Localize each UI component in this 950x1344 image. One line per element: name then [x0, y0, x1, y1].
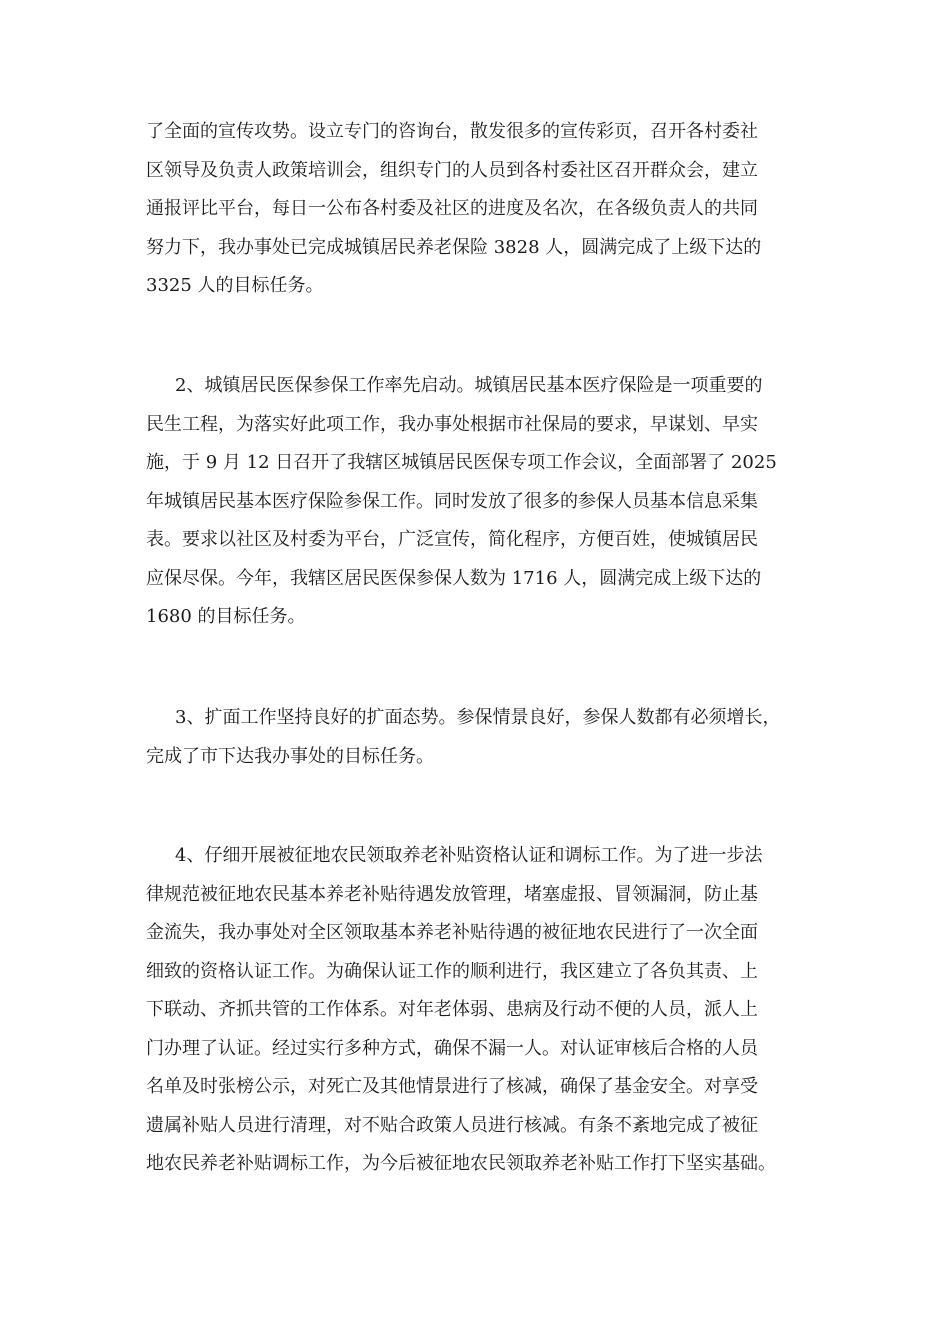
- text-line: 4、仔细开展被征地农民领取养老补贴资格认证和调标工作。为了进一步法: [175, 845, 763, 866]
- paragraph-coverage-expansion: [146, 699, 826, 776]
- text-line: 金流失，我办事处对全区领取基本养老补贴待遇的被征地农民进行了一次全面: [146, 922, 758, 943]
- text-line: 了全面的宣传攻势。设立专门的咨询台，散发很多的宣传彩页，召开各村委社: [146, 121, 758, 142]
- text-line: 细致的资格认证工作。为确保认证工作的顺利进行，我区建立了各负其责、上: [146, 960, 758, 982]
- text-line: 民生工程，为落实好此项工作，我办事处根据市社保局的要求，早谋划、早实: [146, 413, 758, 435]
- text-line: 律规范被征地农民基本养老补贴待遇发放管理，堵塞虚报、冒领漏洞，防止基: [146, 883, 758, 905]
- text-line: 地农民养老补贴调标工作，为今后被征地农民领取养老补贴工作打下坚实基础。: [146, 1153, 776, 1174]
- paragraph-pension-publicity: [146, 113, 826, 306]
- paragraph-medical-insurance: [146, 367, 826, 637]
- text-line: 遗属补贴人员进行清理，对不贴合政策人员进行核减。有条不紊地完成了被征: [146, 1114, 758, 1136]
- text-line: 名单及时张榜公示，对死亡及其他情景进行了核减，确保了基金安全。对享受: [146, 1076, 758, 1097]
- text-line: 门办理了认证。经过实行多种方式，确保不漏一人。对认证审核后合格的人员: [146, 1037, 758, 1059]
- text-line: 下联动、齐抓共管的工作体系。对年老体弱、患病及行动不便的人员，派人上: [146, 999, 758, 1020]
- text-line: 年城镇居民基本医疗保险参保工作。同时发放了很多的参保人员基本信息采集: [146, 490, 758, 512]
- text-line: 努力下，我办事处已完成城镇居民养老保险 3828 人，圆满完成了上级下达的: [146, 236, 762, 258]
- text-line: 区领导及负责人政策培训会，组织专门的人员到各村委社区召开群众会，建立: [146, 159, 758, 181]
- text-line: 应保尽保。今年，我辖区居民医保参保人数为 1716 人，圆满完成上级下达的: [146, 567, 762, 589]
- text-line: 通报评比平台，每日一公布各村委及社区的进度及名次，在各级负责人的共同: [146, 198, 758, 219]
- text-line: 施，于 9 月 12 日召开了我辖区城镇居民医保专项工作会议，全面部署了 2025: [146, 452, 777, 473]
- text-line: 2、城镇居民医保参保工作率先启动。城镇居民基本医疗保险是一项重要的: [175, 375, 763, 396]
- text-line: 1680 的目标任务。: [146, 606, 306, 627]
- text-line: 完成了市下达我办事处的目标任务。: [146, 745, 434, 767]
- text-line: 3325 人的目标任务。: [146, 275, 324, 296]
- text-line: 表。要求以社区及村委为平台，广泛宣传，简化程序，方便百姓，使城镇居民: [146, 529, 758, 550]
- paragraph-landless-farmer-subsidy: [146, 837, 826, 1184]
- text-line: 3、扩面工作坚持良好的扩面态势。参保情景良好，参保人数都有必须增长，: [175, 707, 781, 728]
